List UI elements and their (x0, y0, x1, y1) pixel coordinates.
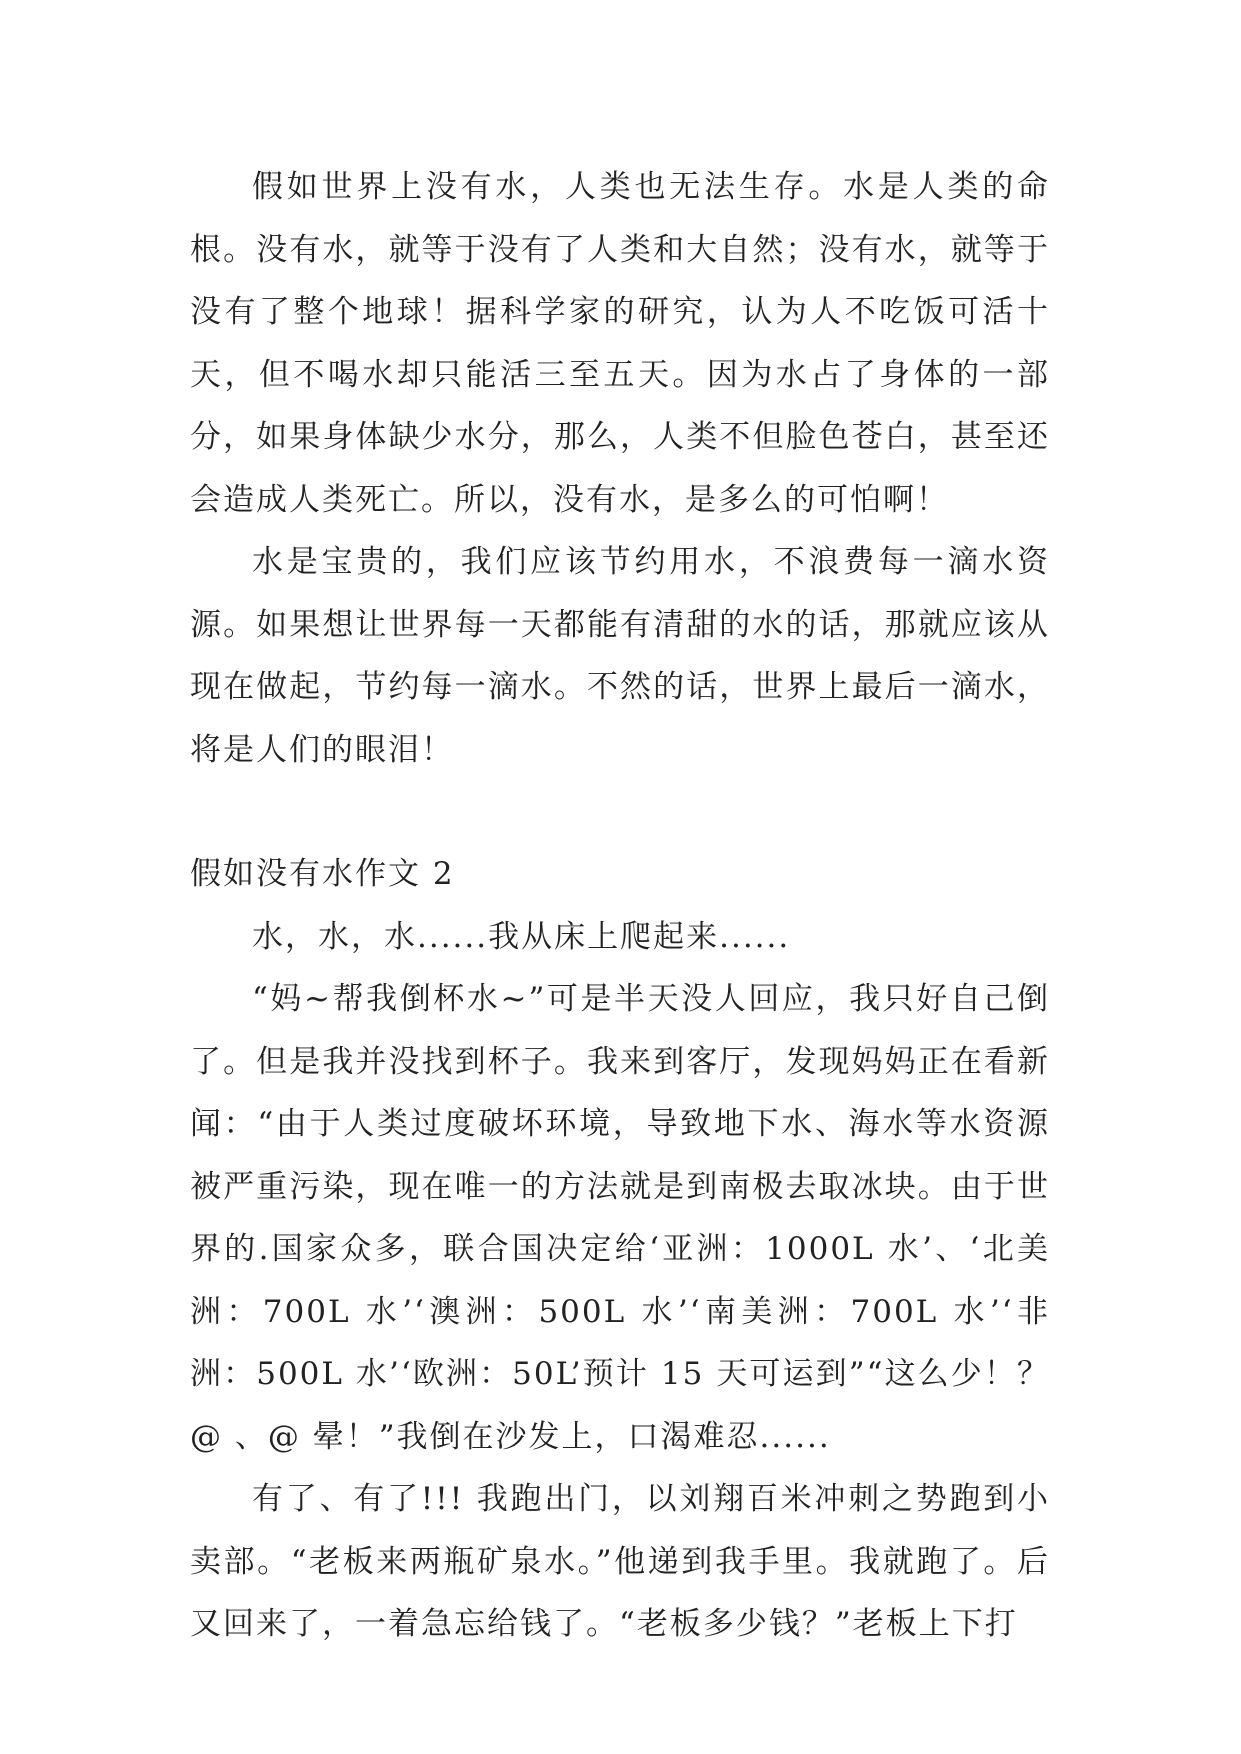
paragraph: 假如世界上没有水，人类也无法生存。水是人类的命根。没有水，就等于没有了人类和大自然；没有水，就等于没有了整个地球！据科学家的研究，认为人不吃饭可活十天，但不喝水却只能活三至五天。因为水占了身体的一部分，如果身体缺少水分，那么，人类不但脸色苍白，甚至还会造成人类死亡。所以，没有水，是多么的可怕啊！ (190, 169, 1050, 518)
section-title: 假如没有水作文 2 (190, 856, 455, 892)
document-body (190, 156, 1050, 1656)
paragraph: 有了、有了!!! 我跑出门，以刘翔百米冲刺之势跑到小卖部。“老板来两瓶矿泉水。”他递到我手里。我就跑了。后又回来了，一着急忘给钱了。“老板多少钱？”老板上下打 (190, 1481, 1050, 1642)
paragraph: 水，水，水......我从床上爬起来...... (252, 918, 791, 955)
paragraph: 水是宝贵的，我们应该节约用水，不浪费每一滴水资源。如果想让世界每一天都能有清甜的水的话，那就应该从现在做起，节约每一滴水。不然的话，世界上最后一滴水，将是人们的眼泪！ (190, 544, 1050, 768)
paragraph: “妈~帮我倒杯水~”可是半天没人回应，我只好自己倒了。但是我并没找到杯子。我来到客厅，发现妈妈正在看新闻：“由于人类过度破坏环境，导致地下水、海水等水资源被严重污染，现在唯一的方法就是到南极去取冰块。由于世界的.国家众多，联合国决定给‘亚洲：1000L 水’、‘北美洲：700L 水’‘澳洲：500L 水’‘南美洲：700L 水’‘非洲：500L 水’‘欧洲：50L’预计 15 天可运到”“这么少！？@ 、@ 晕！”我倒在沙发上，口渴难忍...... (190, 981, 1050, 1455)
